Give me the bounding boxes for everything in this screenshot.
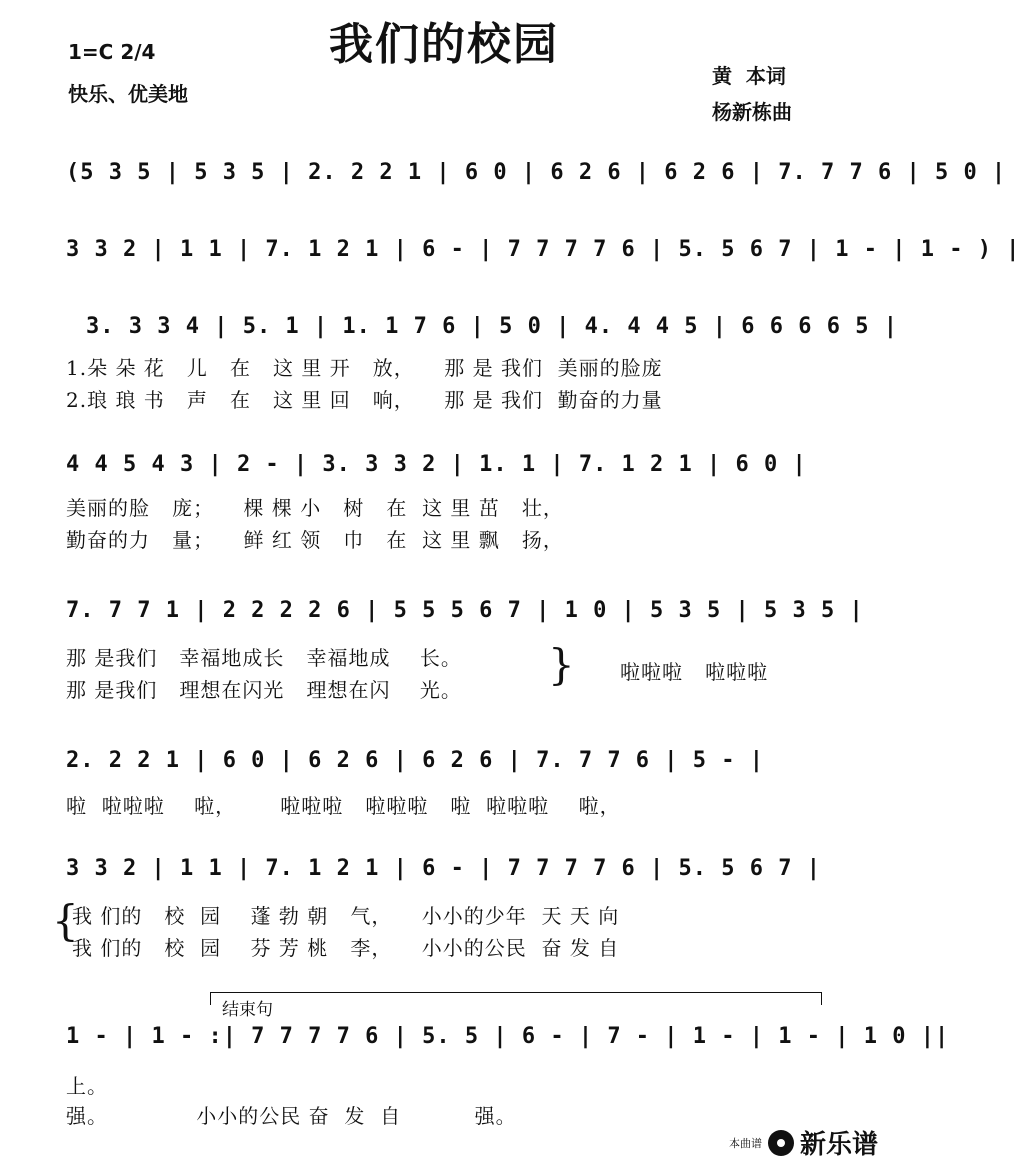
notation-row-5: 7. 7 7 1 | 2 2 2 2 6 | 5 5 5 6 7 | 1 0 | 5 3 5 | 5 3 5 | <box>66 598 864 623</box>
song-title: 我们的校园 <box>329 19 559 70</box>
lyric-row-4-verse-2: 勤奋的力 量； 鲜 红 领 巾 在 这 里 飘 扬， <box>66 528 564 552</box>
tempo-marking: 快乐、优美地 <box>68 82 188 106</box>
lyric-row-6: 啦 啦啦啦 啦， 啦啦啦 啦啦啦 啦 啦啦啦 啦， <box>66 794 621 818</box>
watermark-logo-text: 新乐谱 <box>799 1130 878 1160</box>
verse-brace: } <box>548 640 575 689</box>
lyric-row-7-verse-1: 我 们的 校 园 蓬 勃 朝 气， 小小的少年 天 天 向 <box>72 904 620 928</box>
composer-credit: 杨新栋曲 <box>712 100 792 124</box>
lyricist-credit: 黄 本词 <box>712 64 786 88</box>
verse-brace-left: { <box>52 896 79 945</box>
lyric-row-4-verse-1: 美丽的脸 庞； 棵 棵 小 树 在 这 里 茁 壮， <box>66 496 564 520</box>
ending-label: 结束句 <box>222 1000 273 1020</box>
record-disc-icon <box>768 1130 794 1156</box>
lyric-row-5-refrain: 啦啦啦 啦啦啦 <box>620 660 769 684</box>
notation-row-6: 2. 2 2 1 | 6 0 | 6 2 6 | 6 2 6 | 7. 7 7 6 | 5 - | <box>66 748 765 773</box>
notation-row-4: 4 4 5 4 3 | 2 - | 3. 3 3 2 | 1. 1 | 7. 1 2 1 | 6 0 | <box>66 452 807 477</box>
lyric-row-8-verse-2: 强。 小小的公民 奋 发 自 强。 <box>66 1104 517 1128</box>
lyric-row-5-verse-1: 那 是我们 幸福地成长 幸福地成 长。 <box>66 646 462 670</box>
lyric-row-5-verse-2: 那 是我们 理想在闪光 理想在闪 光。 <box>66 678 462 702</box>
watermark <box>729 1124 878 1161</box>
lyric-row-3-verse-1: 1.朵 朵 花 儿 在 这 里 开 放， 那 是 我们 美丽的脸庞 <box>66 356 663 380</box>
ending-bracket <box>210 992 822 1005</box>
key-signature: 1=C 2/4 <box>68 40 156 64</box>
notation-row-1: (5 3 5 | 5 3 5 | 2. 2 2 1 | 6 0 | 6 2 6 | 6 2 6 | 7. 7 7 6 | 5 0 | <box>66 160 1007 185</box>
lyric-row-3-verse-2: 2.琅 琅 书 声 在 这 里 回 响， 那 是 我们 勤奋的力量 <box>66 388 663 412</box>
watermark-small-text: 本曲谱 <box>728 1136 762 1150</box>
lyric-row-8-verse-1: 上。 <box>66 1074 108 1098</box>
lyric-row-7-verse-2: 我 们的 校 园 芬 芳 桃 李， 小小的公民 奋 发 自 <box>72 936 620 960</box>
notation-row-8: 1 - | 1 - :| 7 7 7 7 6 | 5. 5 | 6 - | 7 - | 1 - | 1 - | 1 0 || <box>66 1024 950 1049</box>
notation-row-3: 3. 3 3 4 | 5. 1 | 1. 1 7 6 | 5 0 | 4. 4 4 5 | 6 6 6 6 5 | <box>86 314 898 339</box>
notation-row-2: 3 3 2 | 1 1 | 7. 1 2 1 | 6 - | 7 7 7 7 6 | 5. 5 6 7 | 1 - | 1 - ) | <box>66 237 1020 262</box>
notation-row-7: 3 3 2 | 1 1 | 7. 1 2 1 | 6 - | 7 7 7 7 6 | 5. 5 6 7 | <box>66 856 821 881</box>
